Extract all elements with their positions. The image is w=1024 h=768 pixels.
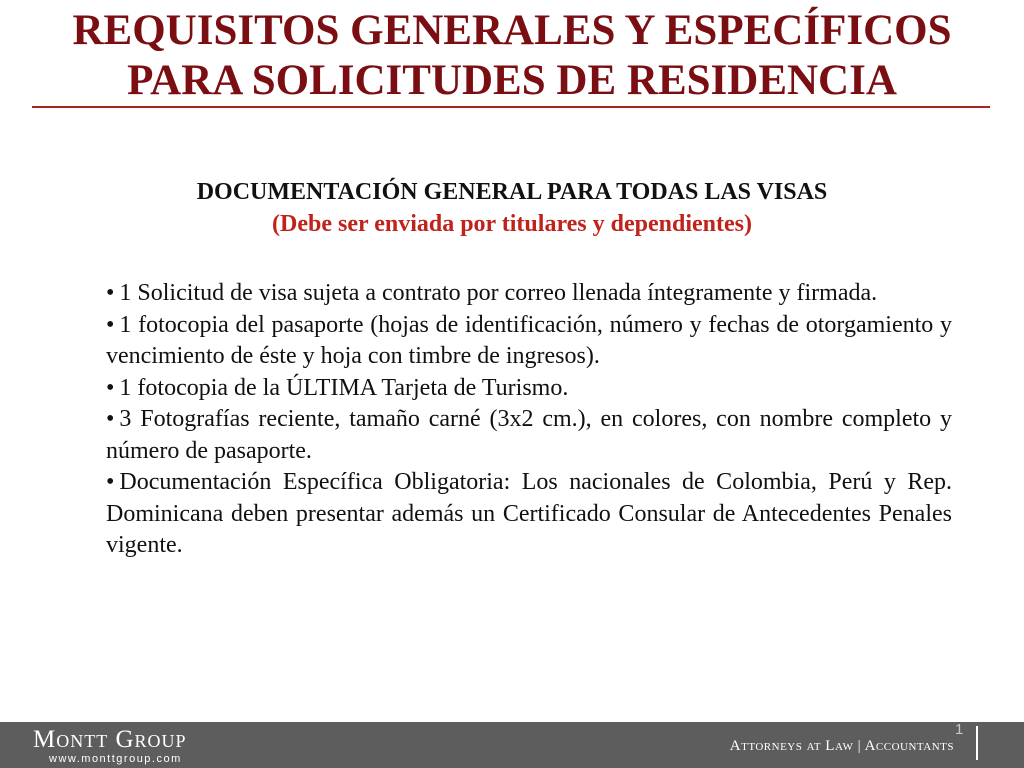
footer-divider bbox=[976, 726, 978, 760]
footer-tagline: Attorneys at Law | Accountants bbox=[729, 738, 954, 754]
requirement-item bbox=[106, 278, 952, 310]
requirement-text: 1 fotocopia del pasaporte (hojas de identificación, número y fechas de otorgamiento y vencimiento de éste y hoja con timbre de ingresos). bbox=[106, 311, 952, 369]
title-underline bbox=[32, 106, 990, 108]
footer-bar bbox=[0, 722, 1024, 768]
requirement-item bbox=[106, 310, 952, 373]
slide-title-line-2: PARA SOLICITUDES DE RESIDENCIA bbox=[127, 57, 897, 104]
requirement-item bbox=[106, 467, 952, 562]
slide-title bbox=[0, 6, 1024, 106]
requirement-text: 1 Solicitud de visa sujeta a contrato por correo llenada íntegramente y firmada. bbox=[119, 280, 878, 306]
requirement-item bbox=[106, 373, 952, 405]
bullet-icon: • bbox=[106, 374, 115, 401]
slide-title-line-1: REQUISITOS GENERALES Y ESPECÍFICOS bbox=[72, 7, 952, 54]
requirement-text: 3 Fotografías reciente, tamaño carné (3x2 cm.), en colores, con nombre completo y número de pasaporte. bbox=[106, 406, 952, 464]
brand-url[interactable]: www.monttgroup.com bbox=[49, 753, 182, 765]
section-heading: DOCUMENTACIÓN GENERAL PARA TODAS LAS VISAS bbox=[196, 179, 828, 205]
requirements-list bbox=[106, 278, 952, 562]
bullet-icon: • bbox=[106, 469, 115, 495]
requirement-text: 1 fotocopia de la ÚLTIMA Tarjeta de Turismo. bbox=[119, 374, 569, 401]
bullet-icon: • bbox=[106, 311, 115, 338]
bullet-icon: • bbox=[106, 406, 115, 432]
requirement-text: Documentación Específica Obligatoria: Los nacionales de Colombia, Perú y Rep. Dominicana deben presentar además un Certificado Consular de Antecedentes Penales vigente. bbox=[106, 469, 952, 558]
bullet-icon: • bbox=[106, 280, 115, 306]
section-subheading: (Debe ser enviada por titulares y dependientes) bbox=[272, 211, 752, 237]
requirement-item bbox=[106, 404, 952, 467]
brand-logo-text: Montt Group bbox=[33, 726, 187, 753]
page-number: 1 bbox=[955, 721, 964, 738]
